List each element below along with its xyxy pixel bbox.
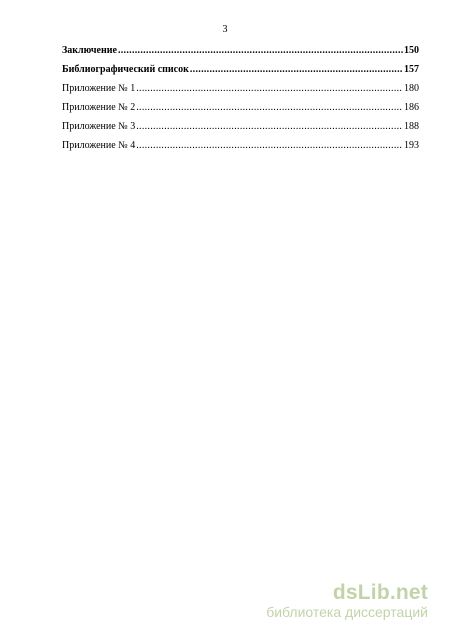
toc-dot-leader [136,102,403,114]
watermark [266,582,428,620]
toc-entry-page: 150 [404,45,419,56]
toc-entry-bibliography [62,64,419,83]
watermark-subtitle: библиотека диссертаций [266,604,428,620]
toc-entry-title: Приложение № 4 [62,140,136,151]
toc-entry-appendix-4 [62,140,419,159]
toc-entry-title: Библиографический список [62,64,189,75]
toc-entry-title: Приложение № 1 [62,83,136,94]
toc-dot-leader [136,140,403,152]
toc-entry-appendix-3 [62,121,419,140]
toc-entry-appendix-1 [62,83,419,102]
toc-dot-leader [118,45,403,57]
watermark-logo: dsLib.net [332,581,428,604]
toc-dot-leader [190,64,403,76]
toc-entry-title: Приложение № 2 [62,102,136,113]
toc-entry-title: Приложение № 3 [62,121,136,132]
toc-entry-page: 188 [404,121,419,132]
toc-entry-page: 180 [404,83,419,94]
toc-dot-leader [136,83,403,95]
toc-entry-conclusion [62,45,419,64]
toc-entry-appendix-2 [62,102,419,121]
toc-entry-page: 157 [404,64,419,75]
toc-entry-page: 186 [404,102,419,113]
table-of-contents [62,45,419,159]
toc-entry-page: 193 [404,140,419,151]
page-number: 3 [222,24,228,35]
toc-entry-title: Заключение [62,45,117,56]
toc-dot-leader [136,121,403,133]
